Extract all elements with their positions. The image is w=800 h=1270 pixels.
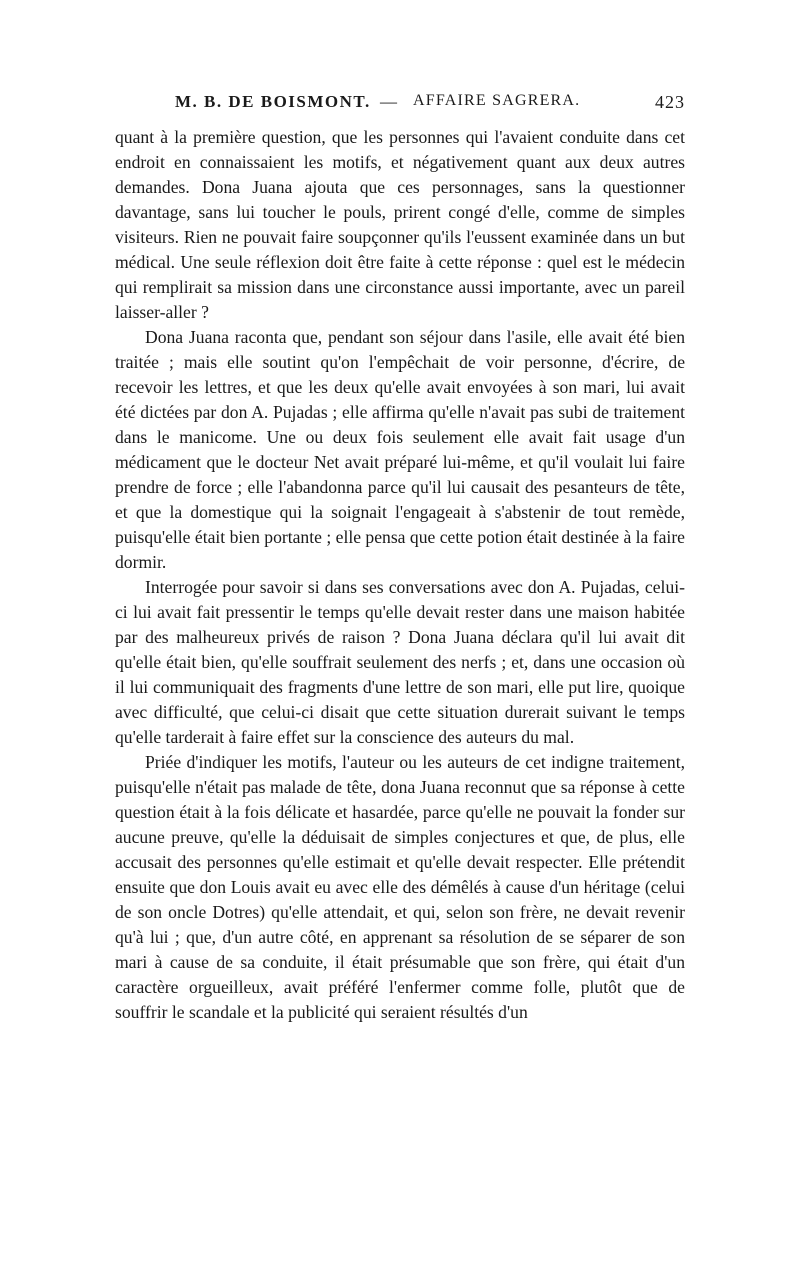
paragraph: quant à la première question, que les personnes qui l'avaient conduite dans cet endroit en connaissaient les motifs, et négativement quant aux deux autres demandes. Dona Juana ajouta que ces personnages, sans la questionner davantage, sans lui toucher le pouls, prirent congé d'elle, comme de simples visiteurs. Rien ne pouvait faire soupçonner qu'ils l'eussent examinée dans un but médical. Une seule réflexion doit être faite à cette réponse : quel est le médecin qui remplirait sa mission dans une circonstance aussi importante, avec un pareil laisser-aller ? xyxy=(115,127,685,322)
page-number: 423 xyxy=(655,92,685,112)
paragraph: Priée d'indiquer les motifs, l'auteur ou les auteurs de cet indigne traitement, puisqu'elle n'était pas malade de tête, dona Juana reconnut que sa réponse à cette question était à la fois délicate et hasardée, parce qu'elle ne pouvait la fonder sur aucune preuve, qu'elle la déduisait de simples conjectures et que, de plus, elle accusait des personnes qu'elle estimait et qu'elle devait respecter. Elle prétendit ensuite que don Louis avait eu avec elle des démêlés à cause d'un héritage (celui de son oncle Dotres) qu'elle attendait, et qui, selon son frère, ne devait revenir qu'à lui ; que, d'un autre côté, en apprenant sa résolution de se séparer de son mari à cause de sa conduite, il était présumable que son frère, qui était d'un caractère orgueilleux, avait préféré l'enfermer comme folle, plutôt que de souffrir le scandale et la publicité qui seraient résultés d'un xyxy=(115,752,685,1022)
running-head-dash: — xyxy=(380,92,398,111)
paragraph: Dona Juana raconta que, pendant son séjour dans l'asile, elle avait été bien traitée ; mais elle soutint qu'on l'empêchait de voir personne, d'écrire, de recevoir les lettres, et que les deux qu'elle avait envoyées à son mari, lui avait été dictées par don A. Pujadas ; elle affirma qu'elle n'avait pas subi de traitement dans le manicome. Une ou deux fois seulement elle avait fait usage d'un médicament que le docteur Net avait préparé lui-même, et qu'il voulait lui faire prendre de force ; elle l'abandonna parce qu'il lui causait des pesanteurs de tête, et que la domestique qui la soignait l'engageait à s'abstenir de tout remède, puisqu'elle était bien portante ; elle pensa que cette potion était destinée à la faire dormir. xyxy=(115,327,685,572)
paragraph: Interrogée pour savoir si dans ses conversations avec don A. Pujadas, celui-ci lui avait fait pressentir le temps qu'elle devait rester dans une maison habitée par des malheureux privés de raison ? Dona Juana déclara qu'il lui avait dit qu'elle était bien, qu'elle souffrait seulement des nerfs ; et, dans une occasion où il lui communiquait des fragments d'une lettre de son mari, elle put lire, quoique avec difficulté, que celui-ci disait que cette situation durerait suivant le temps qu'elle tarderait à faire effet sur la conscience des auteurs du mal. xyxy=(115,577,685,747)
running-head-subject: AFFAIRE SAGRERA. xyxy=(413,92,581,109)
running-head xyxy=(115,92,685,118)
body-text xyxy=(115,125,685,1025)
running-head-author: M. B. DE BOISMONT. xyxy=(175,92,371,111)
